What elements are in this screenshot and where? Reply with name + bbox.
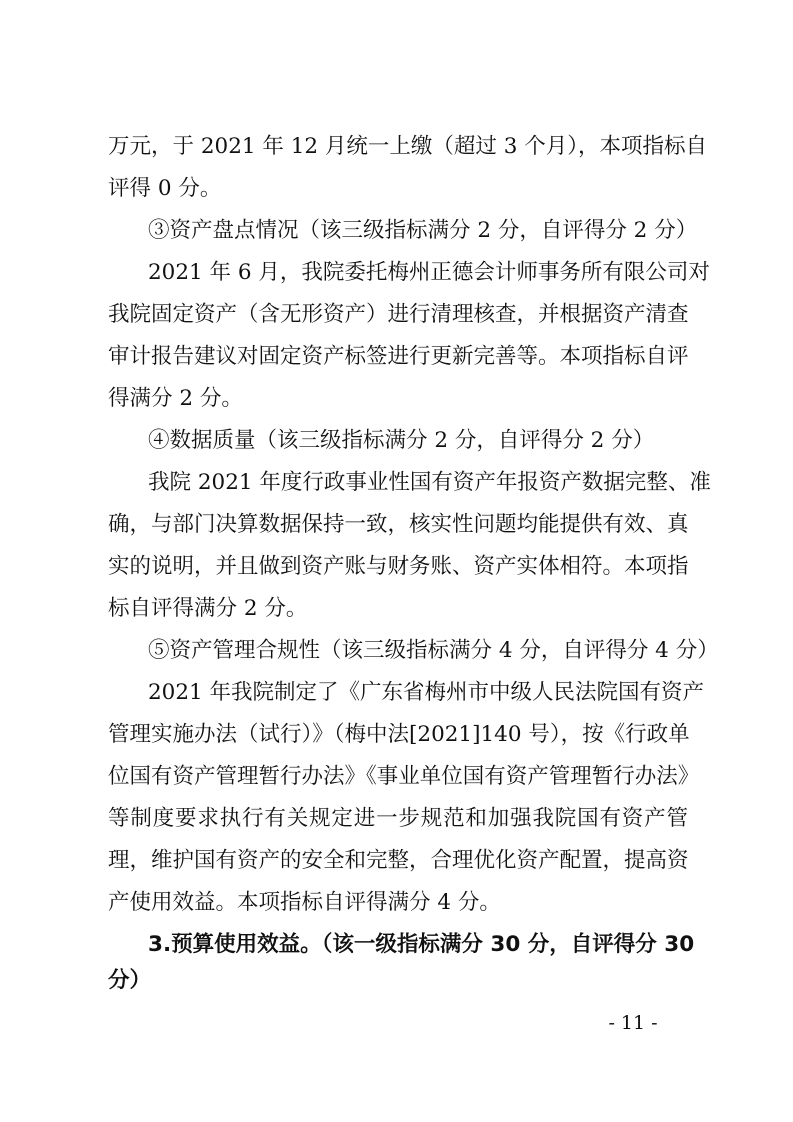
paragraph-line: 确，与部门决算数据保持一致，核实性问题均能提供有效、真 xyxy=(108,512,689,537)
paragraph-line: 我院 2021 年度行政事业性国有资产年报资产数据完整、准 xyxy=(148,470,711,495)
paragraph-line: 2021 年 6 月，我院委托梅州正德会计师事务所有限公司对 xyxy=(148,260,710,285)
paragraph-line: 评得 0 分。 xyxy=(108,176,222,201)
paragraph-line: 理，维护国有资产的安全和完整，合理优化资产配置，提高资 xyxy=(108,848,689,873)
paragraph-line: 标自评得满分 2 分。 xyxy=(108,596,308,621)
paragraph-line: 管理实施办法（试行）》（梅中法[2021]140 号），按《行政单 xyxy=(108,722,690,747)
section-heading-continued: 分） xyxy=(108,968,152,993)
subsection-heading: ④数据质量（该三级指标满分 2 分，自评得分 2 分） xyxy=(148,428,655,453)
paragraph-line: 我院固定资产（含无形资产）进行清理核查，并根据资产清查 xyxy=(108,302,689,327)
paragraph-line: 万元，于 2021 年 12 月统一上缴（超过 3 个月），本项指标自 xyxy=(108,134,708,159)
paragraph-line: 2021 年我院制定了《广东省梅州市中级人民法院国有资产 xyxy=(148,680,705,705)
subsection-heading: ⑤资产管理合规性（该三级指标满分 4 分，自评得分 4 分） xyxy=(148,638,719,663)
paragraph-line: 得满分 2 分。 xyxy=(108,386,243,411)
paragraph-line: 实的说明，并且做到资产账与财务账、资产实体相符。本项指 xyxy=(108,554,689,579)
paragraph-line: 产使用效益。本项指标自评得满分 4 分。 xyxy=(108,890,501,915)
subsection-heading: ③资产盘点情况（该三级指标满分 2 分，自评得分 2 分） xyxy=(148,218,698,243)
section-heading: 3.预算使用效益。（该一级指标满分 30 分，自评得分 30 xyxy=(148,932,695,957)
paragraph-line: 等制度要求执行有关规定进一步规范和加强我院国有资产管 xyxy=(108,806,688,831)
page-number: - 11 - xyxy=(608,1012,658,1034)
paragraph-line: 位国有资产管理暂行办法》《事业单位国有资产管理暂行办法》 xyxy=(108,764,700,789)
paragraph-line: 审计报告建议对固定资产标签进行更新完善等。本项指标自评 xyxy=(108,344,689,369)
